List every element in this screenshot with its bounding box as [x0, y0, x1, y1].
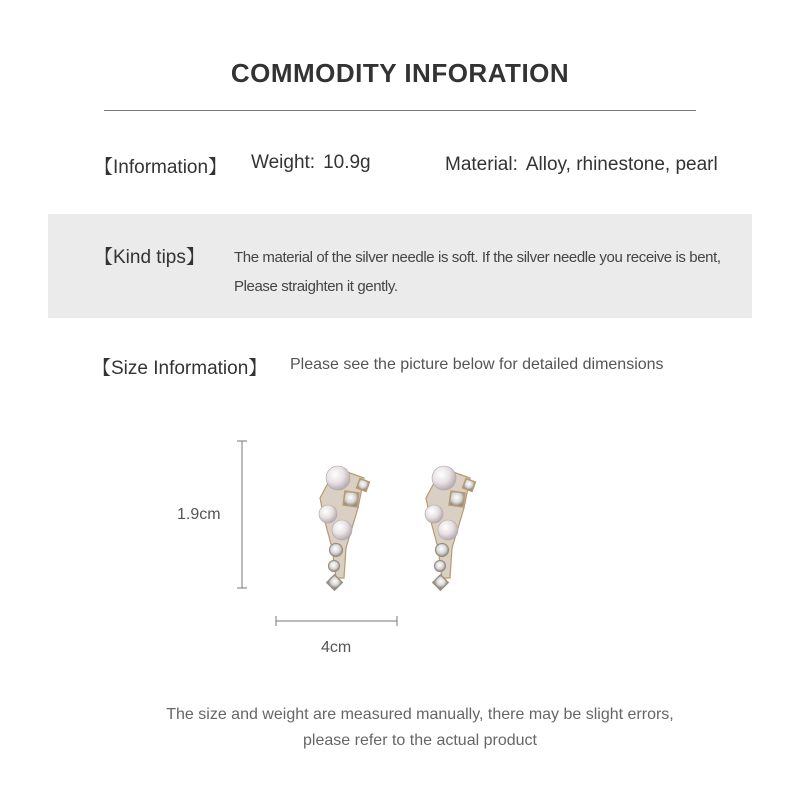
- kind-tips-label: 【Kind tips】: [94, 247, 205, 268]
- height-dimension-label: 1.9cm: [177, 506, 221, 523]
- footer-note: [0, 702, 800, 754]
- material-info: [445, 154, 718, 176]
- footer-line-1: The size and weight are measured manually, there may be slight errors,: [166, 706, 674, 723]
- size-information-label: 【Size Information】: [92, 358, 268, 379]
- weight-label: Weight:: [251, 152, 316, 173]
- material-value: Alloy, rhinestone, pearl: [525, 154, 718, 175]
- kind-tips-line-1: The material of the silver needle is soft. If the silver needle you receive is bent,: [234, 249, 721, 266]
- right-earring: [425, 466, 475, 590]
- weight-info: [251, 152, 371, 174]
- information-label: 【Information】: [94, 157, 228, 178]
- title-divider: [104, 110, 696, 111]
- information-row: [0, 152, 800, 182]
- weight-value: 10.9g: [323, 152, 371, 173]
- width-dimension-label: 4cm: [321, 639, 352, 656]
- earrings-product-image: [230, 440, 510, 640]
- kind-tips-line-2: Please straighten it gently.: [234, 278, 398, 295]
- kind-tips-text: [234, 243, 734, 301]
- material-label: Material:: [445, 154, 518, 175]
- size-information-description: Please see the picture below for detailed dimensions: [290, 356, 664, 373]
- left-earring: [319, 466, 369, 590]
- page-title: COMMODITY INFORATION: [230, 58, 570, 88]
- footer-line-2: please refer to the actual product: [303, 732, 537, 749]
